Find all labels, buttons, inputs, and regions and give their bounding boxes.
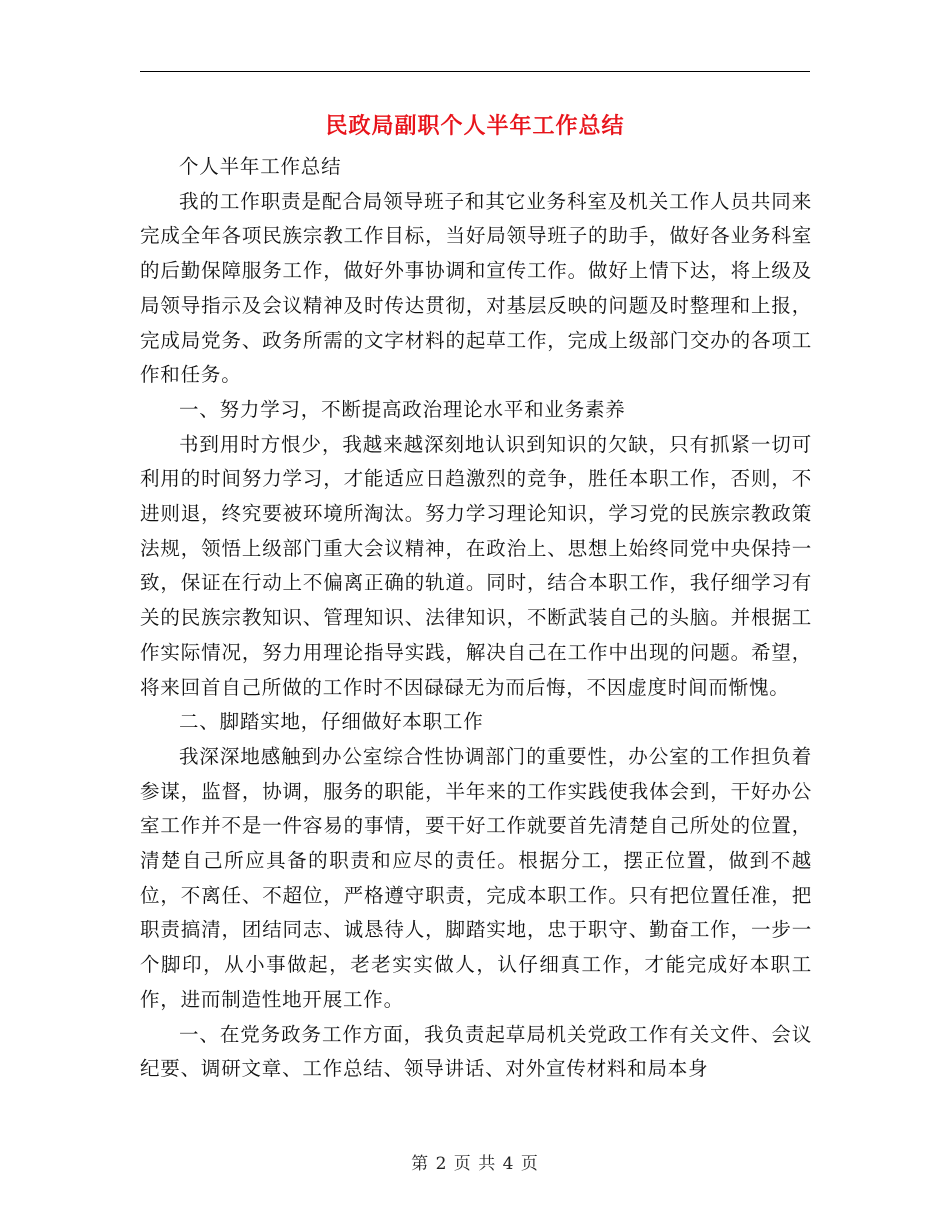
- body-paragraph: 我深深地感触到办公室综合性协调部门的重要性，办公室的工作担负着参谋，监督，协调，服务的职能，半年来的工作实践使我体会到，干好办公室工作并不是一件容易的事情，要干好工作就要首先清楚自己所处的位置，清楚自己所应具备的职责和应尽的责任。根据分工，摆正位置，做到不越位，不离任、不超位，严格遵守职责，完成本职工作。只有把位置任准，把职责搞清，团结同志、诚恳待人，脚踏实地，忠于职守、勤奋工作，一步一个脚印，从小事做起，老老实实做人，认仔细真工作，才能完成好本职工作，进而制造性地开展工作。: [140, 744, 812, 1011]
- section-heading: 一、努力学习，不断提高政治理论水平和业务素养: [179, 397, 626, 421]
- document-body: [140, 150, 812, 1087]
- body-paragraph: 我的工作职责是配合局领导班子和其它业务科室及机关工作人员共同来完成全年各项民族宗教工作目标，当好局领导班子的助手，做好各业务科室的后勤保障服务工作，做好外事协调和宣传工作。做好上情下达，将上级及局领导指示及会议精神及时传达贯彻，对基层反映的问题及时整理和上报，完成局党务、政务所需的文字材料的起草工作，完成上级部门交办的各项工作和任务。: [140, 189, 812, 387]
- body-paragraph: 书到用时方恨少，我越来越深刻地认识到知识的欠缺，只有抓紧一切可利用的时间努力学习，才能适应日趋激烈的竞争，胜任本职工作，否则，不进则退，终究要被环境所淘汰。努力学习理论知识，学习党的民族宗教政策法规，领悟上级部门重大会议精神，在政治上、思想上始终同党中央保持一致，保证在行动上不偏离正确的轨道。同时，结合本职工作，我仔细学习有关的民族宗教知识、管理知识、法律知识，不断武装自己的头脑。并根据工作实际情况，努力用理论指导实践，解决自己在工作中出现的问题。希望，将来回首自己所做的工作时不因碌碌无为而后悔，不因虚度时间而惭愧。: [140, 432, 812, 699]
- header-rule: [140, 71, 810, 72]
- subtitle-paragraph: 个人半年工作总结: [179, 155, 342, 178]
- section-heading: 二、脚踏实地，仔细做好本职工作: [179, 710, 484, 734]
- document-title: 民政局副职个人半年工作总结: [325, 113, 625, 139]
- page-number: 第 2 页 共 4 页: [411, 1154, 539, 1174]
- body-paragraph: 一、在党务政务工作方面，我负责起草局机关党政工作有关文件、会议纪要、调研文章、工作总结、领导讲话、对外宣传材料和局本身: [140, 1022, 812, 1081]
